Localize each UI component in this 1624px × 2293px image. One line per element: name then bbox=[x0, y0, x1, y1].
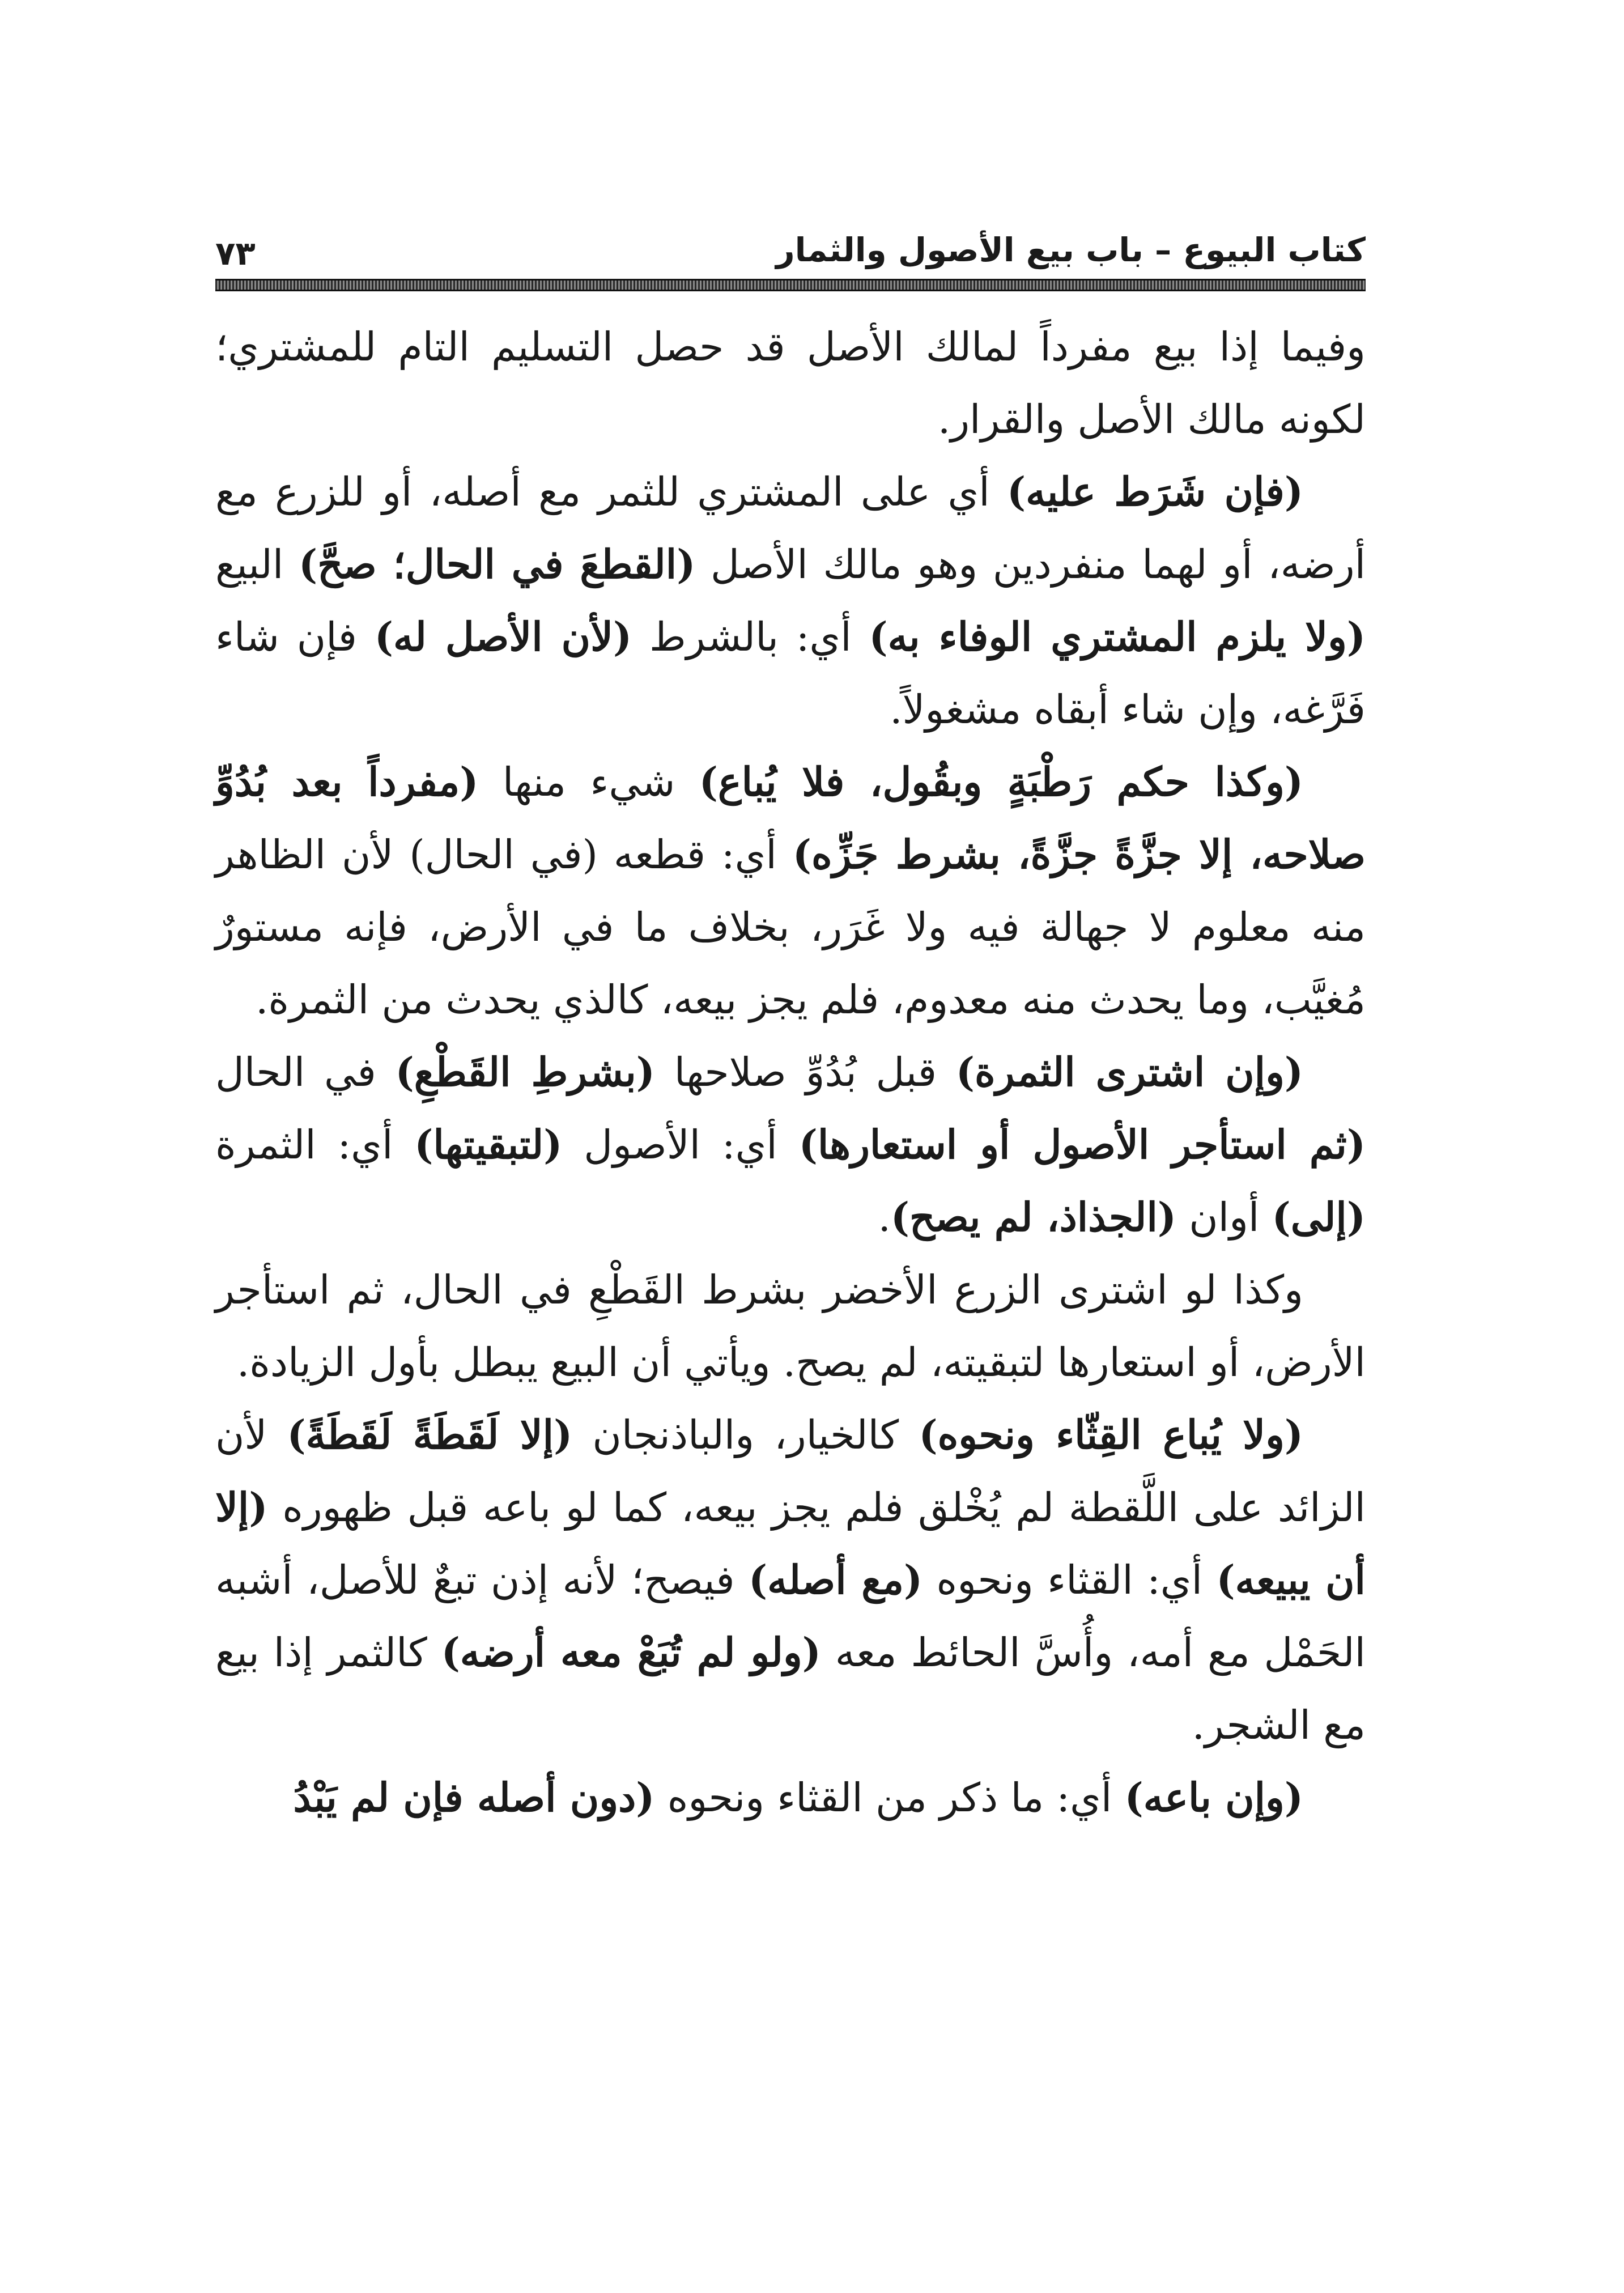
bold-matn-text: (مع أصله) bbox=[748, 1556, 923, 1603]
commentary-text: أي: ما ذكر من القثاء ونحوه bbox=[654, 1774, 1125, 1821]
body-paragraph bbox=[215, 456, 1366, 746]
commentary-text: كالخيار، والباذنجان bbox=[572, 1412, 919, 1458]
commentary-text: فيصح؛ لأنه إذن تبعٌ للأصل، أشبه الحَمْل مع أمه، وأُسَّ الحائط معه bbox=[215, 1557, 1366, 1676]
commentary-text: كالثمر إذا بيع مع الشجر. bbox=[215, 1629, 1366, 1748]
body-paragraph bbox=[215, 1036, 1366, 1254]
bold-matn-text: (ولو لم تُبَعْ معه أرضه) bbox=[441, 1629, 821, 1676]
bold-matn-text: (ولا يُباع القِثّاء ونحوه) bbox=[919, 1411, 1303, 1458]
page-header bbox=[215, 210, 1366, 278]
header-rule bbox=[215, 279, 1366, 291]
bold-matn-text: (وإن اشترى الثمرة) bbox=[955, 1048, 1303, 1095]
commentary-text: لأن الزائد على اللَّقطة لم يُخْلق فلم يجز بيعه، كما لو باعه قبل ظهوره bbox=[215, 1412, 1366, 1531]
bold-matn-text: (مفرداً بعد بُدُوِّ صلاحه، إلا جزَّةً جزَّةً، بشرط جَزِّه) bbox=[215, 758, 1366, 878]
bold-matn-text: (لتبقيتها) bbox=[414, 1121, 563, 1168]
bold-matn-text: (إلا لَقَطَةً لَقَطَةً) bbox=[287, 1411, 573, 1458]
commentary-text: فإن شاء فَرَّغه، وإن شاء أبقاه مشغولاً. bbox=[215, 614, 1366, 733]
commentary-text: البيع bbox=[215, 541, 299, 588]
running-title: كتاب البيوع – باب بيع الأصول والثمار bbox=[776, 231, 1366, 269]
bold-matn-text: (ثم استأجر الأصول أو استعارها) bbox=[798, 1121, 1366, 1168]
bold-matn-text: (وإن باعه) bbox=[1124, 1774, 1303, 1821]
commentary-text: أوان bbox=[1176, 1194, 1272, 1241]
commentary-text: أي: بالشرط bbox=[632, 614, 869, 660]
commentary-text: أي: الأصول bbox=[562, 1122, 799, 1168]
commentary-text: أي: الثمرة bbox=[215, 1122, 415, 1168]
bold-matn-text: (وكذا حكم رَطْبَةٍ وبقُول، فلا يُباع) bbox=[699, 758, 1303, 805]
page-number: ٧٣ bbox=[215, 234, 256, 273]
commentary-text: . bbox=[878, 1194, 891, 1241]
bold-matn-text: (بشرطِ القَطْعِ) bbox=[395, 1048, 655, 1095]
commentary-text: أي على المشتري للثمر مع أصله، أو للزرع مع أرضه، أو لهما منفردين وهو مالك الأصل bbox=[215, 469, 1366, 588]
commentary-text: وكذا لو اشترى الزرع الأخضر بشرط القَطْعِ في الحال، ثم استأجر الأرض، أو استعارها لتبقيته، لم يصح. ويأتي أن البيع يبطل بأول الزيادة. bbox=[215, 1267, 1366, 1386]
commentary-text: في الحال bbox=[215, 1049, 396, 1095]
bold-matn-text: (لأن الأصل له) bbox=[374, 613, 632, 660]
bold-matn-text: (فإن شَرَط عليه) bbox=[1007, 468, 1303, 515]
bold-matn-text: (إلا أن يبيعه) bbox=[215, 1484, 1366, 1603]
commentary-text: أي: قطعه (في الحال) لأن الظاهر منه معلوم لا جهالة فيه ولا غَرَر، بخلاف ما في الأرض، فإنه مستورٌ مُغيَّب، وما يحدث منه معدوم، فلم يجز بيعه، كالذي يحدث من الثمرة. bbox=[215, 831, 1366, 1023]
commentary-text: أي: القثاء ونحوه bbox=[922, 1557, 1217, 1603]
body-paragraph bbox=[215, 1399, 1366, 1761]
commentary-text: وفيما إذا بيع مفرداً لمالك الأصل قد حصل التسليم التام للمشتري؛ لكونه مالك الأصل والقرار. bbox=[215, 324, 1366, 443]
bold-matn-text: (ولا يلزم المشتري الوفاء به) bbox=[869, 613, 1366, 660]
commentary-text: قبل بُدُوِّ صلاحها bbox=[654, 1049, 956, 1095]
body-paragraph bbox=[215, 311, 1366, 456]
page-body bbox=[215, 311, 1366, 1834]
bold-matn-text: (الجذاذ، لم يصح) bbox=[890, 1194, 1177, 1241]
bold-matn-text: (إلى) bbox=[1272, 1194, 1366, 1241]
bold-matn-text: (دون أصله فإن لم يَبْدُ bbox=[293, 1774, 655, 1821]
body-paragraph bbox=[215, 1761, 1366, 1834]
bold-matn-text: (القطعَ في الحال؛ صحَّ) bbox=[298, 541, 696, 588]
body-paragraph bbox=[215, 746, 1366, 1036]
commentary-text: شيء منها bbox=[478, 759, 699, 805]
body-paragraph bbox=[215, 1254, 1366, 1399]
